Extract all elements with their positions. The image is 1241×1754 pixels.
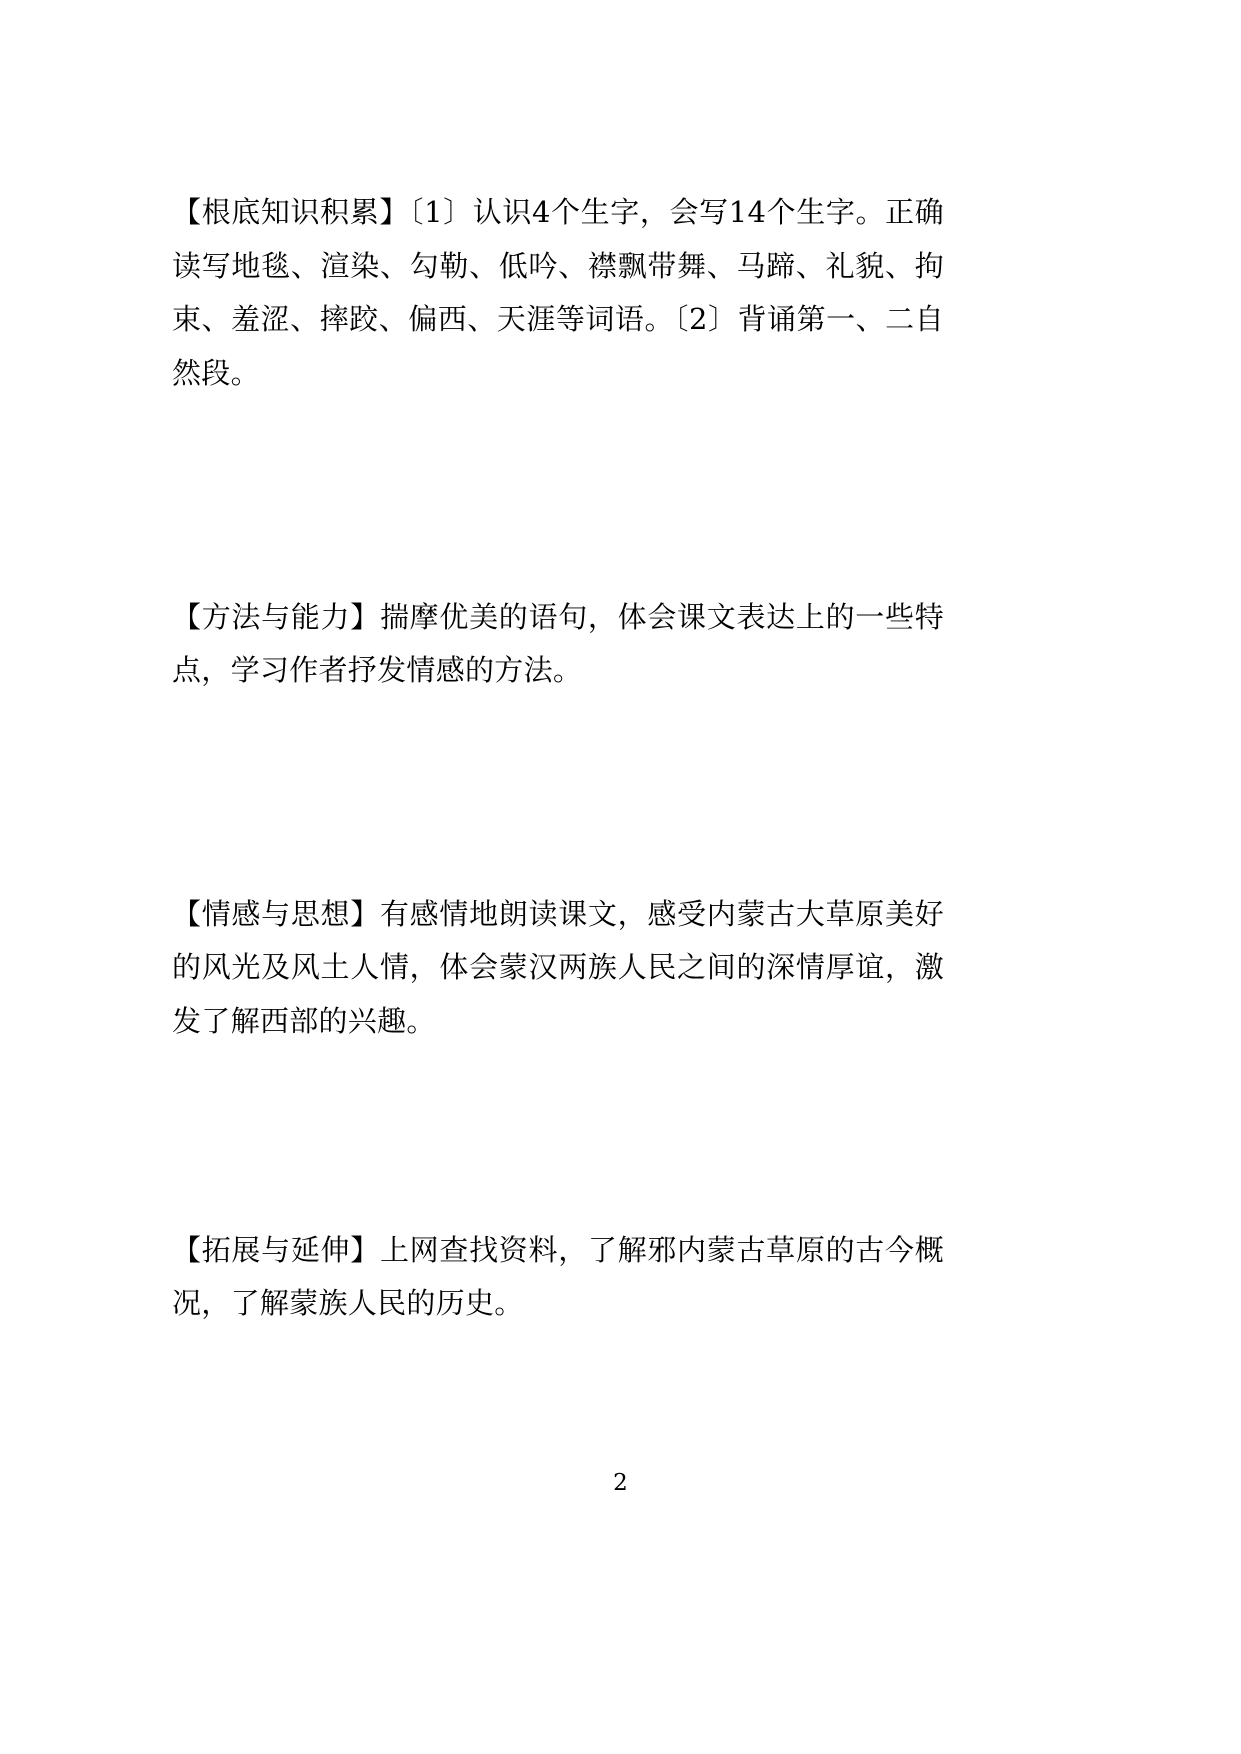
paragraph-spacer xyxy=(172,698,944,888)
paragraph-emotion-thought: 【情感与思想】有感情地朗读课文，感受内蒙古大草原美好的风光及风土人情，体会蒙汉两族人民之间的深情厚谊，激发了解西部的兴趣。 xyxy=(172,896,944,1039)
paragraph-method-ability: 【方法与能力】揣摩优美的语句，体会课文表达上的一些特点，学习作者抒发情感的方法。 xyxy=(172,599,944,688)
page-number: 2 xyxy=(613,1470,628,1496)
paragraph-spacer xyxy=(172,1049,944,1224)
paragraph-expansion-extension: 【拓展与延伸】上网查找资料，了解邪内蒙古草原的古今概况，了解蒙族人民的历史。 xyxy=(172,1232,944,1321)
document-body xyxy=(172,186,944,1331)
paragraph-spacer xyxy=(172,401,944,591)
paragraph-basic-knowledge: 【根底知识积累】〔1〕认识4个生字，会写14个生字。正确读写地毯、渲染、勾勒、低吟、襟飘带舞、马蹄、礼貌、拘束、羞涩、摔跤、偏西、天涯等词语。〔2〕背诵第一、二自然段。 xyxy=(172,195,944,390)
